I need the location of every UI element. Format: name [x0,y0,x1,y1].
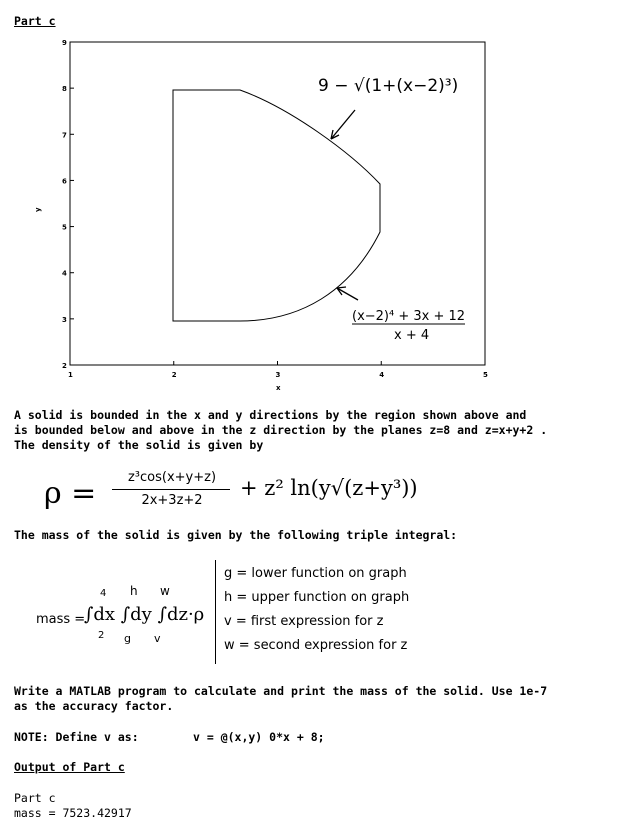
y-lower-bound: g [124,632,131,645]
mass-lhs: mass = [36,612,86,627]
y-axis-label: y [34,207,42,212]
y-tick-label: 8 [62,85,67,94]
y-tick-label: 7 [62,131,67,140]
lower-function-numerator: (x−2)⁴ + 3x + 12 [352,309,466,324]
output-line: Part c [14,791,56,805]
x-tick-label: 1 [68,371,73,379]
region-graph [0,32,631,397]
definition-v: v = first expression for z [224,614,384,629]
y-tick-label: 9 [62,39,67,47]
x-tick-label: 2 [171,371,177,379]
density-numerator: z³cos(x+y+z) [127,470,217,485]
x-tick-label: 3 [275,371,281,379]
lower-function-denominator: x + 4 [394,328,430,343]
y-tick-label: 3 [62,315,67,324]
z-lower-bound: v [154,632,161,645]
mass-intro: The mass of the solid is given by the following triple integral: [14,528,458,542]
description-line: The density of the solid is given by [14,438,264,452]
definitions-list [224,562,409,658]
density-symbol: ρ = [44,476,97,511]
y-tick-label: 5 [62,223,67,232]
description-line: A solid is bounded in the x and y directions by the region shown above and [14,408,527,422]
output-heading: Output of Part c [14,760,125,774]
y-upper-bound: h [130,584,138,598]
x-upper-bound: 4 [100,588,107,599]
description-line: is bounded below and above in the z direction by the planes z=8 and z=x+y+2 . [14,423,548,437]
note-code: v = @(x,y) 0*x + 8; [193,730,325,744]
x-tick-label: 5 [483,371,488,379]
density-second-term: + z² ln(y√(z+y³)) [240,476,418,500]
task-line: as the accuracy factor. [14,699,174,713]
upper-arrow [331,110,355,139]
upper-function-label: 9 − √(1+(x−2)³) [318,76,459,96]
definition-g: g = lower function on graph [224,566,407,581]
definition-h: h = upper function on graph [224,590,410,605]
output-line: mass = 7523.42917 [14,806,132,820]
x-tick-label: 4 [379,371,385,379]
lower-arrow [337,288,358,300]
x-lower-bound: 2 [98,630,105,641]
y-tick-label: 6 [62,177,67,186]
y-tick-label: 2 [62,362,67,370]
region-boundary [173,90,380,321]
y-tick-label: 4 [62,269,67,278]
note-label: NOTE: Define v as: [14,730,139,744]
x-axis-label: x [276,384,281,392]
density-denominator: 2x+3z+2 [141,493,203,508]
triple-integral: ∫dx ∫dy ∫dz·ρ [84,604,205,625]
definition-w: w = second expression for z [224,638,408,653]
part-heading: Part c [14,14,56,28]
z-upper-bound: w [160,584,170,598]
task-line: Write a MATLAB program to calculate and print the mass of the solid. Use 1e-7 [14,684,548,698]
